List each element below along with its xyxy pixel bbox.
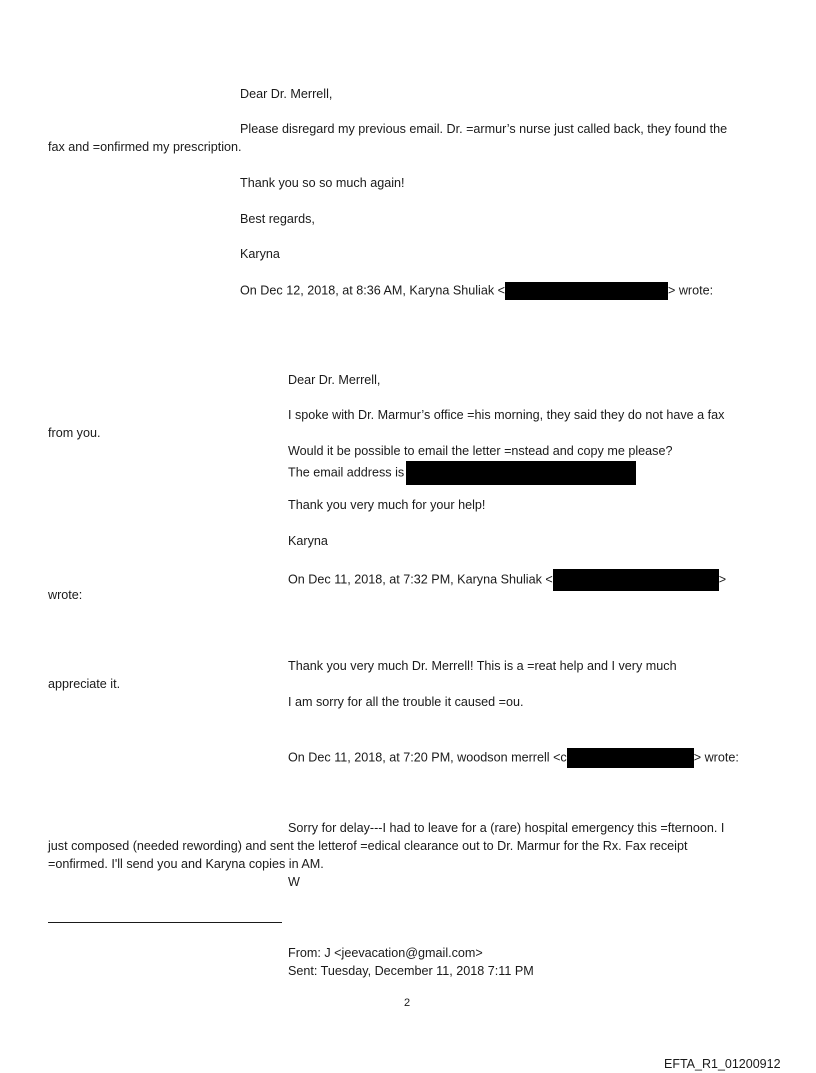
greeting: Dear Dr. Merrell, xyxy=(288,373,381,387)
body-text: Thank you very much Dr. Merrell! This is a =reat help and I very much xyxy=(288,659,677,673)
quote-header-text: On Dec 11, 2018, at 7:32 PM, Karyna Shuliak < xyxy=(288,572,553,587)
redaction-block xyxy=(406,461,636,485)
from-line: From: J <jeevacation@gmail.com> xyxy=(288,946,483,960)
body-text: Thank you so so much again! xyxy=(240,176,405,190)
signature: Karyna xyxy=(288,534,328,548)
body-text: Thank you very much for your help! xyxy=(288,498,486,512)
body-text: I am sorry for all the trouble it caused =ou. xyxy=(288,695,524,709)
divider xyxy=(48,922,282,923)
sent-line: Sent: Tuesday, December 11, 2018 7:11 PM xyxy=(288,964,534,978)
quote-header-text: On Dec 11, 2018, at 7:20 PM, woodson merrell <c xyxy=(288,750,567,765)
body-text: Please disregard my previous email. Dr. =armur’s nurse just called back, they found the xyxy=(240,122,728,136)
greeting: Dear Dr. Merrell, xyxy=(240,87,333,101)
redaction-block xyxy=(505,282,668,300)
quote-header-text: > xyxy=(718,572,727,587)
signature: W xyxy=(288,875,300,889)
body-text: appreciate it. xyxy=(48,677,121,691)
quote-header xyxy=(288,569,726,591)
body-text: Sorry for delay---I had to leave for a (rare) hospital emergency this =fternoon. I xyxy=(288,821,725,835)
quote-header xyxy=(240,282,713,300)
body-text: just composed (needed rewording) and sent the letterof =edical clearance out to Dr. Marmur for the Rx. Fax receipt xyxy=(48,839,688,853)
quote-header-text: > wrote: xyxy=(667,283,714,298)
body-text: Would it be possible to email the letter =nstead and copy me please? xyxy=(288,444,673,458)
redaction-block xyxy=(553,569,719,591)
redaction-block xyxy=(567,748,694,768)
body-text: from you. xyxy=(48,426,101,440)
page-number: 2 xyxy=(404,997,411,1009)
body-text: =onfirmed. I'll send you and Karyna copies in AM. xyxy=(48,857,324,871)
signature: Karyna xyxy=(240,247,280,261)
body-text: I spoke with Dr. Marmur’s office =his morning, they said they do not have a fax xyxy=(288,408,725,422)
body-text xyxy=(288,461,636,485)
quote-header-text: wrote: xyxy=(48,588,83,602)
quote-header xyxy=(288,748,739,768)
document-id: EFTA_R1_01200912 xyxy=(664,1057,781,1071)
closing: Best regards, xyxy=(240,212,315,226)
body-text: fax and =onfirmed my prescription. xyxy=(48,140,242,154)
quote-header-text: On Dec 12, 2018, at 8:36 AM, Karyna Shuliak < xyxy=(240,283,505,298)
quote-header-text: > wrote: xyxy=(693,750,739,765)
email-address-label: The email address is xyxy=(288,465,405,480)
